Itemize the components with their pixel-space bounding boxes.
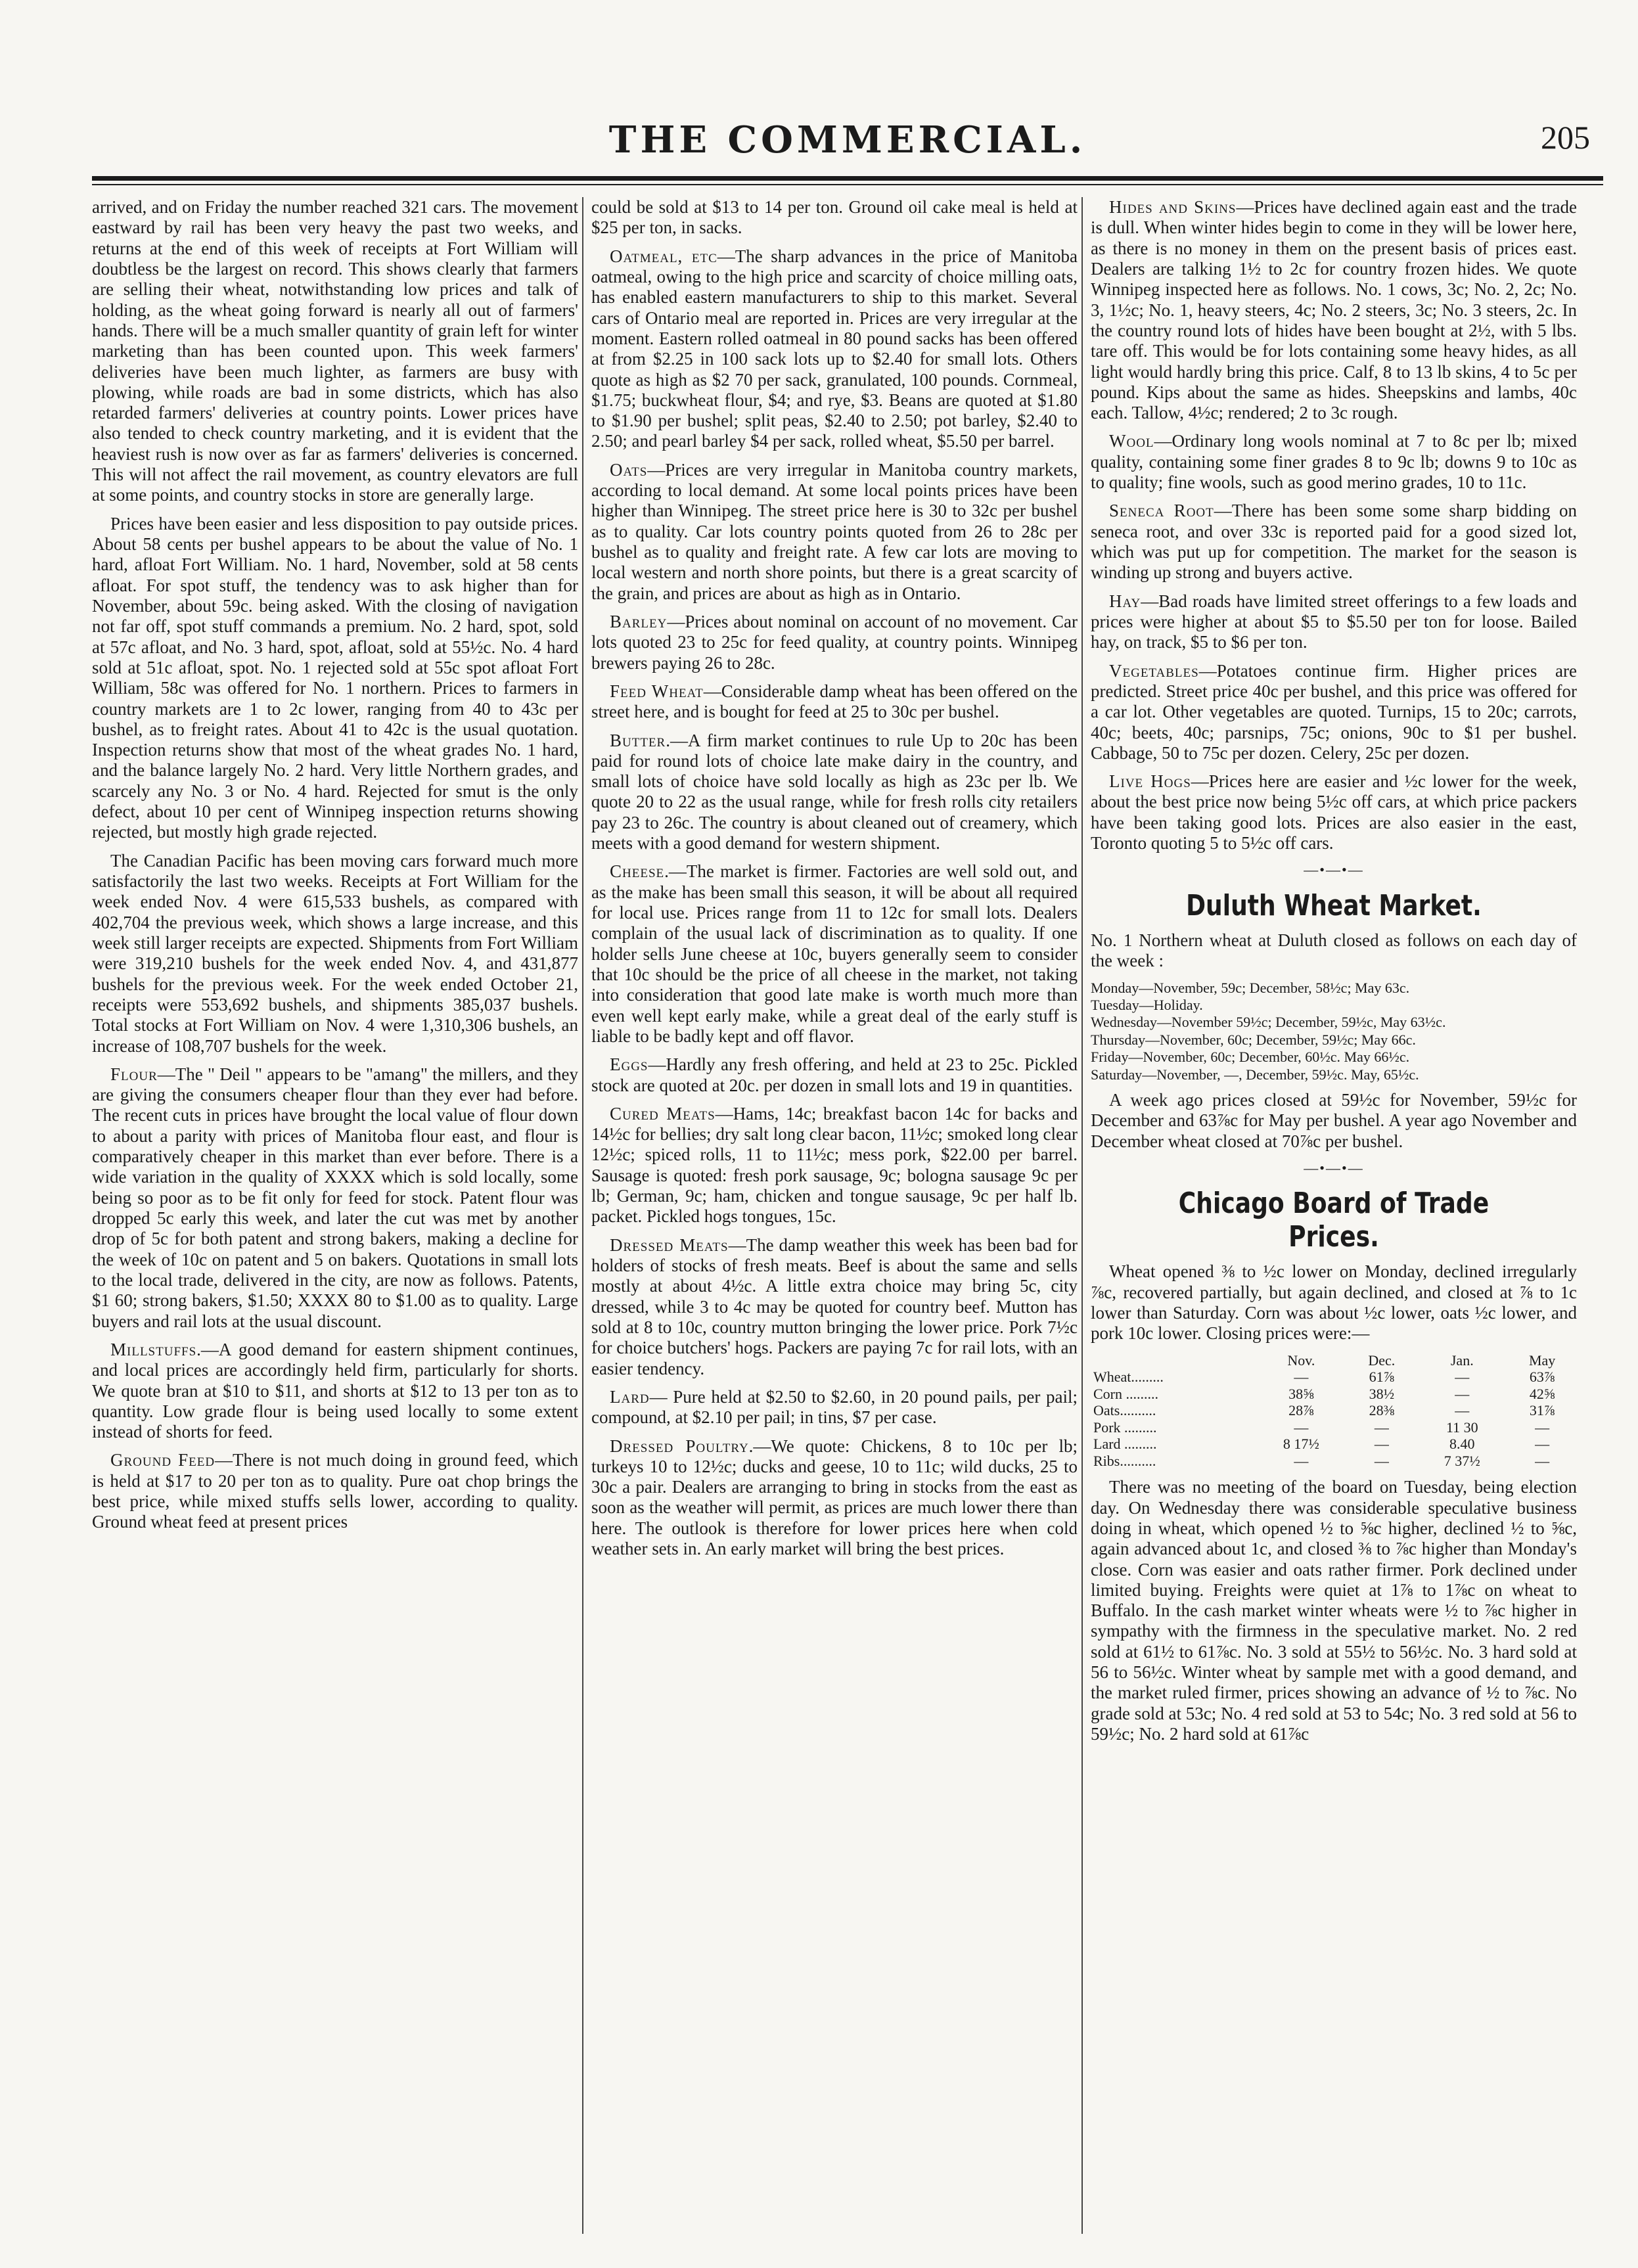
paragraph-text: .—A firm market continues to rule Up to 20c has been paid for round lots of choice late make dairy in the country, and small lots of choice have sold locally as high as 23c per lb. We quote 20 to 22 as the usual range, while for fresh rolls city retailers pay 23 to 26c. The country is about cleaned out of creamery, which meets with a good demand for western shipment. [591,730,1078,853]
market-paragraph [591,1436,1078,1560]
paragraph-text: arrived, and on Friday the number reached 321 cars. The movement eastward by rail has been very heavy the past two weeks, and returns at the end of this week of receipts at Fort William will doubtless be the largest on record. This shows clearly that farmers are selling their wheat, notwithstanding low prices and talk of holding, as the wheat going forward is nearly all out of farmers' hands. There will be a much smaller quantity of grain left for winter marketing than has been counted upon. This week farmers' deliveries have been much lighter, as farmers are busy with plowing, while roads are bad in some districts, which has also retarded farmers' deliveries at country points. Lower prices have also tended to check country marketing, and it is evident that the heaviest rush is now over as far as farmers' deliveries is concerned. This will not affect the rail movement, as country elevators are full at some points, and country stocks in store are generally large. [92,197,578,505]
paragraph-lead: Flour [110,1064,158,1084]
market-paragraph [1091,197,1577,423]
paragraph-text: —Bad roads have limited street offerings to a few loads and prices were higher at about $5 to $5.50 per ton for loose. Bailed hay, on track, $5 to $6 per ton. [1091,591,1577,652]
market-paragraph [591,861,1078,1047]
paragraph-lead: Ground Feed [110,1450,216,1470]
market-paragraph [1091,431,1577,493]
paragraph-text: Prices have been easier and less disposition to pay outside prices. About 58 cents per bushel appears to be about the value of No. 1 hard, afloat Fort William. No. 1 hard, November, sold at 58 cents afloat. For spot stuff, the tendency was to ask higher than for November, about 59c. being asked. With the closing of navigation not far off, spot stuff commands a premium. No. 2 hard, spot, sold at 57c afloat, and No. 3 hard, spot, afloat, sold at 55½c. No. 4 hard sold at 51c afloat, spot. No. 1 rejected sold at 55c spot afloat Fort William, 58c was offered for No. 1 northern. Prices to farmers in country markets are 1 to 2c lower, ranging from 40 to 43c per bushel, as to freight rates. About 41 to 42c is the usual quotation. Inspection returns show that most of the wheat grades No. 1 hard, and the balance largely No. 2 hard. Very little Northern grades, and scarcely any No. 3 or No. 4 hard. Rejected for smut is the only defect, about 10 per cent of Winnipeg inspection returns showing rejected, but mostly high grade rejected. [92,513,578,842]
table-row [1091,1402,1577,1419]
duluth-day-line: Thursday—November, 60c; December, 59½c; May 66c. [1091,1031,1416,1048]
table-cell: — [1294,1369,1309,1386]
table-cell: Corn ......... [1093,1385,1158,1402]
paragraph-text: — Pure held at $2.50 to $2.60, in 20 pound pails, per pail; compound, at $2.10 per pail; in tins, $7 per case. [591,1386,1078,1428]
paragraph-lead: Feed Wheat [610,681,704,701]
section-divider: —•—•— [1304,1159,1364,1176]
table-row [1091,1453,1577,1470]
table-cell: — [1294,1418,1309,1436]
paragraph-text: —There has been some some sharp bidding on seneca root, and over 33c is reported paid for a good sized lot, which was put up for competition. The market for the season is winding up strong and buyers active. [1091,501,1577,583]
market-paragraph [1091,771,1577,853]
paragraph-lead: Wool [1109,431,1154,451]
duluth-day-line: Wednesday—November 59½c; December, 59½c, May 63½c. [1091,1014,1446,1031]
column-2 [591,197,1078,2240]
paragraph-text: .—We quote: Chickens, 8 to 10c per lb; turkeys 10 to 12½c; ducks and geese, 10 to 11c; wild ducks, 25 to 30c a pair. Dealers are arranging to bring in stocks from the east as soon as the weather will permit, as prices are much lower there than here. The outlook is therefore for lower prices here when cold weather sets in. An early market will bring the best prices. [591,1436,1078,1559]
market-paragraph [591,197,1078,238]
header-rule-thin [92,184,1603,185]
table-header-cell: May [1528,1351,1556,1369]
column-rule-left [582,197,583,2234]
paragraph-text: could be sold at $13 to 14 per ton. Ground oil cake meal is held at $25 per ton, in sacks. [591,197,1078,238]
table-cell: Pork ......... [1093,1418,1157,1436]
paragraph-lead: Dressed Poultry [610,1436,749,1456]
paragraph-text: The Canadian Pacific has been moving cars forward much more satisfactorily the last two weeks. Receipts at Fort William for the week ended Nov. 4 were 615,533 bushels, as compared with 402,704 the previous week, which shows a large increase, and this week still larger receipts are expected. Shipments from Fort William were 319,210 bushels for the week ended Nov. 4, and 431,877 bushels for the previous week. For the week ended October 21, receipts were 553,692 bushels, and shipments 385,037 bushels. Total stocks at Fort William on Nov. 4 were 1,310,306 bushels, an increase of 108,707 bushels for the week. [92,850,578,1056]
table-cell: — [1535,1436,1550,1453]
table-cell: — [1455,1385,1470,1402]
table-row [1091,1436,1577,1453]
paragraph-lead: Vegetables [1109,660,1199,681]
duluth-day-line: Tuesday—Holiday. [1091,996,1203,1013]
table-cell: — [1374,1418,1389,1436]
table-cell: 31⅞ [1529,1402,1555,1419]
paragraph-text: —Ordinary long wools nominal at 7 to 8c per lb; mixed quality, containing some finer grades 8 to 9c lb; downs 9 to 10c as to quality; fine wools, such as good merino grades, 10 to 11c. [1091,431,1577,493]
paragraph-text: .—The market is firmer. Factories are well sold out, and as the make has been small this season, it will be about all required for local use. Prices range from 11 to 12c for small lots. Dealers complain of the usual lack of discrimination as to quality. If one holder sells June cheese at 10c, buyers generally seem to consider that 10c should be the price of all cheese in the market, not taking into consideration that good late make is worth much more than even well kept early make, while a great deal of the early stuff is liable to be badly kept and off flavor. [591,861,1078,1046]
market-paragraph [591,246,1078,452]
paragraph-lead: Live Hogs [1109,771,1191,792]
table-cell: Lard ......... [1093,1436,1157,1453]
market-paragraph [92,197,578,506]
paragraph-text: —Prices have declined again east and the trade is dull. When winter hides begin to come in they will be lower here, as there is no money in them on the present basis of prices east. Dealers are talking 1½ to 2c for country frozen hides. We quote Winnipeg inspected here as follows. No. 1 cows, 3c; No. 2, 2c; No. 3, 1½c; No. 1, heavy steers, 4c; No. 2 steers, 3c; No. 3 steers, 2c. In the country round lots of hides have been bought at 2½, with 5 lbs. tare off. This would be for lots containing some heavy hides, as all light would hardly bring this price. Calf, 8 to 13 lb skins, 4 to 5c per pound. Kips about the same as hides. Sheepskins and lambs, 40c each. Tallow, 4½c; rendered; 2 to 3c rough. [1091,197,1577,423]
paragraph-lead: Seneca Root [1109,501,1214,521]
table-header-cell: Dec. [1368,1351,1396,1369]
paragraph-lead: Hay [1109,591,1141,611]
table-cell: 28⅞ [1288,1402,1314,1419]
paragraph-lead: Dressed Meats [610,1235,729,1255]
paragraph-lead: Millstuffs [110,1339,197,1359]
paragraph-text: —Hardly any fresh offering, and held at 23 to 25c. Pickled stock are quoted at 20c. per dozen in small lots and 19 in quantities. [591,1055,1078,1095]
paragraph-text: —Prices here are easier and ½c lower for the week, about the best price now being 5½c off cars, at which price packers have been taking good lots. Prices are also easier in the east, Toronto quoting 5 to 5½c off cars. [1091,771,1577,853]
market-paragraph [92,1340,578,1443]
market-paragraph [591,1055,1078,1096]
chicago-price-table [1091,1352,1577,1470]
table-cell: 38⅝ [1288,1385,1314,1402]
paragraph-lead: Cured Meats [610,1103,716,1123]
market-paragraph [1091,591,1577,653]
paragraph-text: —There is not much doing in ground feed, which is held at $17 to 20 per ton as to quality. Pure oat chop brings the best price, while mixed stuffs sells lower, according to quality. Ground wheat feed at present prices [92,1450,578,1532]
duluth-day-line: Monday—November, 59c; December, 58½c; May 63c. [1091,979,1410,996]
paragraph-lead: Cheese [610,861,665,882]
table-cell: Ribs.......... [1093,1452,1156,1469]
table-cell: — [1374,1452,1389,1469]
table-row [1091,1369,1577,1386]
paragraph-lead: Butter [610,730,666,750]
duluth-intro: No. 1 Northern wheat at Duluth closed as follows on each day of the week : [1091,930,1577,971]
paragraph-lead: Barley [610,611,668,631]
market-paragraph [591,612,1078,673]
table-cell: — [1374,1436,1389,1453]
market-paragraph [92,851,578,1056]
column-3 [1091,197,1577,2240]
table-row [1091,1419,1577,1436]
paragraph-text: —The " Deil " appears to be "amang" the millers, and they are giving the consumers cheaper flour than they ever had before. The recent cuts in prices have brought the local value of flour down to about a parity with prices of Manitoba flour east, and flour is comparatively cheaper in this market than ever before. There is a wide variation in the quality of XXXX which is sold locally, some being so poor as to be fit only for feed for stock. Patent flour was dropped 5c early this week, and later the cut was met by another drop of 5c for both patent and strong bakers, making a decline for the week of 10c on patent and 5 on bakers. Quotations in small lots to the local trade, delivered in the city, are now as follows. Patents, $1 60; strong bakers, $1.50; XXXX 80 to $1.00 as to quality. Large buyers and rail lots at the usual discount. [92,1064,578,1331]
paragraph-text: —Considerable damp wheat has been offered on the street here, and is bought for feed at 25 to 30c per bushel. [591,681,1078,722]
table-cell: 28⅜ [1369,1402,1395,1419]
paragraph-text: —Potatoes continue firm. Higher prices are predicted. Street price 40c per bushel, and this price was offered for a car lot. Other vegetables are quoted. Turnips, 15 to 20c; carrots, 40c; beets, 40c; parsnips, 75c; onions, 90c to $1 per bushel. Cabbage, 50 to 75c per dozen. Celery, 25c per dozen. [1091,660,1577,763]
market-paragraph [591,1235,1078,1379]
market-paragraph [1091,661,1577,764]
chicago-heading: Chicago Board of Trade Prices. [1178,1187,1490,1254]
table-cell: 42⅝ [1529,1385,1555,1402]
table-cell: — [1535,1418,1550,1436]
table-cell: 61⅞ [1369,1369,1395,1386]
table-cell: 8 17½ [1283,1436,1319,1453]
table-cell: 63⅞ [1529,1369,1555,1386]
paragraph-lead: Lard [610,1386,650,1407]
paragraph-text: —Prices about nominal on account of no movement. Car lots quoted 23 to 25c for feed quality, at country points. Winnipeg brewers paying 26 to 28c. [591,611,1078,673]
chicago-report: There was no meeting of the board on Tuesday, being election day. On Wednesday there was considerable speculative business doing in wheat, which opened ½ to ⅝c higher, declined ½ to ⅝c, again advanced about 1c, and closed ⅜ to ⅞c higher than Monday's close. Corn was easier and oats rather firmer. Pork declined under limited buying. Freights were quiet at 1⅞ to 1⅞c on wheat to Buffalo. In the cash market winter wheats were ½ to ⅞c higher in sympathy with the firmness in the speculative market. No. 2 red sold at 61½ to 61⅞c. No. 3 sold at 55½ to 56½c. No. 3 hard sold at 56 to 56½c. Winter wheat by sample met with a good demand, and the market ruled firmer, prices showing an advance of ½ to ⅞c. No grade sold at 53c; No. 4 red sold at 53 to 54c; No. 3 red sold at 56 to 59½c; No. 2 hard sold at 61⅞c [1091,1477,1577,1744]
market-paragraph [92,1450,578,1532]
table-cell: 11 30 [1445,1418,1478,1436]
page-number: 205 [1541,119,1590,156]
market-paragraph [1091,501,1577,583]
publication-title: THE COMMERCIAL. [608,118,1087,162]
table-row [1091,1386,1577,1403]
duluth-day-line: Saturday—November, —, December, 59½c. May, 65½c. [1091,1066,1419,1083]
market-paragraph [591,1104,1078,1227]
column-rule-right [1081,197,1083,2234]
table-header-cell: Jan. [1450,1351,1474,1369]
table-cell: — [1535,1452,1550,1469]
paragraph-text: —Hams, 14c; breakfast bacon 14c for backs and 14½c for bellies; dry salt long clear bacon, 11½c; smoked long clear 12½c; spiced rolls, 11 to 11½c; mess pork, $22.00 per barrel. Sausage is quoted: fresh pork sausage, 9c; bologna sausage 9c per lb; German, 9c; ham, chicken and tongue sausage, 9c per half lb. packet. Pickled hogs tongues, 15c. [591,1103,1078,1227]
masthead [92,118,1603,197]
market-paragraph [92,514,578,843]
market-paragraph [591,1387,1078,1428]
duluth-heading: Duluth Wheat Market. [1186,888,1482,922]
paragraph-text: .—A good demand for eastern shipment continues, and local prices are accordingly held firm, particularly for shorts. We quote bran at $10 to $11, and shorts at $12 to 13 per ton as to quantity. Low grade flour is being used locally to some extent instead of shorts for feed. [92,1339,578,1442]
duluth-summary: A week ago prices closed at 59½c for November, 59½c for December and 63⅞c for May per bushel. A year ago November and December wheat closed at 70⅞c per bushel. [1091,1089,1577,1151]
table-cell: Oats.......... [1093,1402,1156,1419]
duluth-day-line: Friday—November, 60c; December, 60½c. May 66½c. [1091,1049,1410,1066]
paragraph-lead: Oatmeal, etc [610,246,717,266]
market-paragraph [591,681,1078,723]
column-1 [92,197,578,2240]
table-cell: 7 37½ [1444,1452,1480,1469]
market-paragraph [591,460,1078,604]
table-header-cell: Nov. [1287,1351,1315,1369]
paragraph-lead: Hides and Skins [1109,197,1237,217]
paragraph-lead: Oats [610,459,648,480]
paragraph-text: —The sharp advances in the price of Manitoba oatmeal, owing to the high price and scarcity of choice milling oats, has enabled eastern manufacturers to ship to this market. Several cars of Ontario meal are reported in. Prices are very irregular at the moment. Eastern rolled oatmeal in 80 pound sacks has been offered at from $2.25 in 100 sack lots up to $2.40 for small lots. Others quote as high as $2 70 per sack, granulated, 100 pounds. Cornmeal, $1.75; buckwheat flour, $4; and rye, $3. Beans are quoted at $1.80 to $1.90 per bushel; split peas, $2.40 to 2.50; pot barley, $2.40 to 2.50; and pearl barley $4 per sack, rolled wheat, $5.50 per barrel. [591,246,1078,451]
paragraph-text: —Prices are very irregular in Manitoba country markets, according to local demand. At some local points prices have been higher than Winnipeg. The street price here is 30 to 32c per bushel as to quality. Car lots country points quoted from 26 to 28c per bushel as to quality and freight rate. A few car lots are moving to local western and north shore points, but there is a great scarcity of the grain, and prices are about as high as in Ontario. [591,459,1078,603]
market-paragraph [92,1064,578,1332]
section-divider: —•—•— [1304,861,1364,878]
table-cell: — [1455,1369,1470,1386]
table-cell: 8.40 [1449,1436,1475,1453]
table-cell: 38½ [1369,1385,1395,1402]
table-cell: — [1455,1402,1470,1419]
table-cell: Wheat......... [1093,1369,1164,1386]
duluth-daily-prices [1091,980,1577,1083]
market-paragraph [591,731,1078,854]
table-header-cell [1091,1352,1256,1369]
table-cell: — [1294,1452,1309,1469]
column-3-market-reports [1091,197,1577,853]
header-rule-thick [92,176,1603,181]
chicago-intro: Wheat opened ⅜ to ½c lower on Monday, declined irregularly ⅞c, recovered partially, but again declined, and closed at ⅞ to 1c lower than Saturday. Corn was about ½c lower, oats ½c lower, and pork 10c lower. Closing prices were:— [1091,1261,1577,1344]
paragraph-lead: Eggs [610,1055,648,1075]
paragraph-text: —The damp weather this week has been bad for holders of stocks of fresh meats. Beef is about the same and sells mostly at about 4½c. A little extra choice may bring 5c, city dressed, while 3 to 4c may be quoted for country beef. Mutton has sold at 8 to 10c, country mutton bringing the lower price. Pork 7½c for choice butchers' hogs. Packers are paying 7c for rail lots, with an easier tendency. [591,1235,1078,1378]
